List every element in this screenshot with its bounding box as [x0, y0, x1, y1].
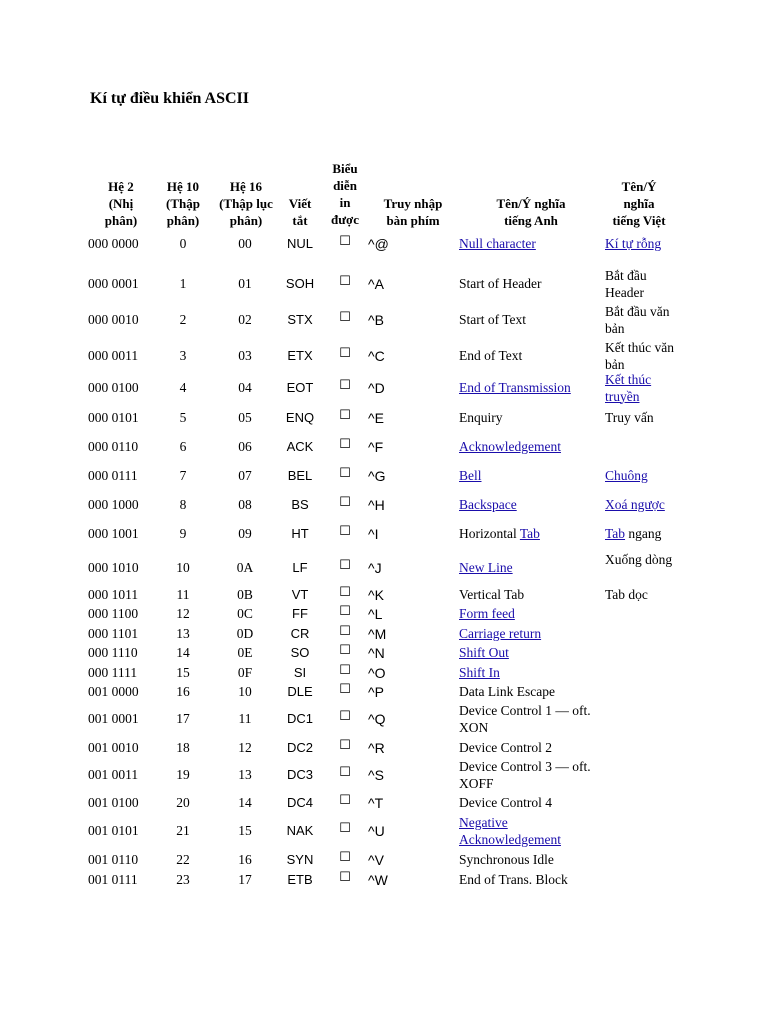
- cell-decimal: 14: [176, 645, 190, 660]
- english-name-link[interactable]: Form feed: [459, 606, 515, 621]
- cell-binary: 001 0110: [88, 852, 139, 867]
- cell-decimal: 5: [179, 410, 187, 425]
- cell-keyboard: ^U: [368, 823, 385, 839]
- vietnamese-name-link[interactable]: Xoá ngược: [605, 497, 665, 512]
- cell-binary: 000 0100: [88, 380, 139, 395]
- table-row: [0, 684, 768, 701]
- english-name-text: Device Control 4: [459, 795, 552, 810]
- cell-abbreviation: NAK: [286, 823, 314, 838]
- cell-hex: 0B: [237, 587, 253, 602]
- header-binary: Hệ 2 (Nhị phân): [104, 179, 138, 228]
- cell-abbreviation: SYN: [286, 852, 314, 867]
- cell-hex: 00: [238, 236, 252, 251]
- cell-decimal: 21: [176, 823, 190, 838]
- cell-vietnamese-name: [605, 526, 680, 543]
- cell-hex: 10: [238, 684, 252, 699]
- cell-decimal: 15: [176, 665, 190, 680]
- cell-keyboard: ^W: [368, 872, 388, 888]
- cell-decimal: 4: [179, 380, 187, 395]
- english-name-text: Device Control 1 — oft. XON: [459, 703, 591, 735]
- cell-hex: 0C: [237, 606, 253, 621]
- printable-checkbox-icon: ☐: [339, 524, 351, 539]
- cell-binary: 001 0010: [88, 740, 139, 755]
- vietnamese-name-link[interactable]: Chuông: [605, 468, 648, 483]
- table-row: [0, 645, 768, 662]
- cell-english-name: [459, 468, 597, 485]
- header-decimal: Hệ 10 (Thập phân): [166, 179, 200, 228]
- cell-vietnamese-name: [605, 304, 680, 337]
- cell-english-name: [459, 815, 597, 848]
- english-name-link[interactable]: Negative Acknowledgement: [459, 815, 561, 847]
- printable-checkbox-icon: ☐: [339, 643, 351, 658]
- english-name-link[interactable]: Tab: [519, 526, 540, 541]
- cell-abbreviation: NUL: [286, 236, 313, 251]
- cell-vietnamese-name: [605, 372, 680, 405]
- vietnamese-name-link[interactable]: Kí tự rỗng: [605, 236, 662, 251]
- cell-hex: 01: [238, 276, 252, 291]
- cell-hex: 08: [238, 497, 252, 512]
- cell-hex: 0A: [236, 560, 254, 575]
- cell-hex: 07: [238, 468, 252, 483]
- printable-checkbox-icon: ☐: [339, 495, 351, 510]
- cell-decimal: 17: [176, 711, 190, 726]
- table-row: [0, 587, 768, 604]
- cell-hex: 0E: [237, 645, 253, 660]
- cell-decimal: 20: [176, 795, 190, 810]
- cell-english-name: [459, 665, 597, 682]
- cell-vietnamese-name: [605, 236, 680, 253]
- cell-english-name: [459, 740, 597, 757]
- cell-vietnamese-name: [605, 497, 680, 514]
- cell-binary: 000 0011: [88, 348, 139, 363]
- cell-hex: 03: [238, 348, 252, 363]
- table-row: [0, 410, 768, 427]
- cell-binary: 000 1001: [88, 526, 139, 541]
- english-name-text: Device Control 3 — oft. XOFF: [459, 759, 591, 791]
- cell-abbreviation: FF: [292, 606, 308, 621]
- cell-keyboard: ^V: [368, 852, 384, 868]
- cell-hex: 14: [238, 795, 252, 810]
- cell-keyboard: ^T: [368, 795, 384, 811]
- cell-abbreviation: EOT: [286, 380, 314, 395]
- printable-checkbox-icon: ☐: [339, 682, 351, 697]
- cell-abbreviation: ETX: [287, 348, 313, 363]
- cell-binary: 000 0111: [88, 468, 138, 483]
- cell-keyboard: ^B: [368, 312, 384, 328]
- table-row: [0, 795, 768, 812]
- table-row: [0, 552, 768, 585]
- vietnamese-name-text: ngang: [625, 526, 662, 541]
- cell-hex: 0D: [236, 626, 254, 641]
- cell-decimal: 3: [179, 348, 187, 363]
- english-name-link[interactable]: Bell: [459, 468, 482, 483]
- table-row: [0, 759, 768, 792]
- cell-binary: 000 1100: [88, 606, 139, 621]
- vietnamese-name-text: Truy vấn: [605, 410, 654, 425]
- cell-hex: 15: [238, 823, 252, 838]
- cell-binary: 001 0101: [88, 823, 139, 838]
- table-row: [0, 236, 768, 253]
- printable-checkbox-icon: ☐: [339, 870, 351, 885]
- printable-checkbox-icon: ☐: [339, 558, 351, 573]
- table-row: [0, 703, 768, 736]
- cell-binary: 000 1000: [88, 497, 139, 512]
- cell-abbreviation: DC4: [286, 795, 313, 810]
- english-name-link[interactable]: New Line: [459, 560, 513, 575]
- cell-english-name: [459, 703, 597, 736]
- cell-keyboard: ^G: [368, 468, 386, 484]
- cell-keyboard: ^N: [368, 645, 385, 661]
- english-name-text: Device Control 2: [459, 740, 552, 755]
- cell-keyboard: ^F: [368, 439, 384, 455]
- cell-keyboard: ^L: [368, 606, 383, 622]
- table-row: [0, 439, 768, 456]
- cell-binary: 000 0000: [88, 236, 139, 251]
- cell-abbreviation: CR: [290, 626, 310, 641]
- cell-keyboard: ^H: [368, 497, 385, 513]
- cell-abbreviation: HT: [291, 526, 309, 541]
- cell-abbreviation: BEL: [287, 468, 313, 483]
- cell-binary: 000 0110: [88, 439, 139, 454]
- cell-decimal: 2: [179, 312, 187, 327]
- english-name-text: Enquiry: [459, 410, 503, 425]
- cell-english-name: [459, 626, 597, 643]
- cell-english-name: [459, 497, 597, 514]
- english-name-text: Data Link Escape: [459, 684, 555, 699]
- table-row: [0, 606, 768, 623]
- cell-english-name: [459, 587, 597, 604]
- english-name-link[interactable]: Null character: [459, 236, 536, 251]
- vietnamese-name-text: Kết thúc văn bản: [605, 340, 674, 372]
- cell-hex: 17: [238, 872, 252, 887]
- table-row: [0, 815, 768, 848]
- cell-decimal: 10: [176, 560, 190, 575]
- english-name-link[interactable]: Carriage return: [459, 626, 542, 641]
- cell-abbreviation: BS: [291, 497, 309, 512]
- english-name-text: End of Trans. Block: [459, 872, 568, 887]
- cell-english-name: [459, 606, 597, 623]
- english-name-link[interactable]: Shift Out: [459, 645, 509, 660]
- printable-checkbox-icon: ☐: [339, 234, 351, 249]
- cell-hex: 12: [238, 740, 252, 755]
- cell-binary: 000 1110: [88, 645, 138, 660]
- cell-hex: 06: [238, 439, 252, 454]
- cell-vietnamese-name: [605, 410, 680, 427]
- english-name-text: End of Text: [459, 348, 523, 363]
- cell-binary: 001 0111: [88, 872, 138, 887]
- cell-english-name: [459, 348, 597, 365]
- vietnamese-name-link[interactable]: Kết thúc truyền: [605, 372, 652, 404]
- header-hex: Hệ 16 (Thập lục phân): [219, 179, 273, 228]
- cell-keyboard: ^I: [368, 526, 379, 542]
- english-name-text: Start of Text: [459, 312, 527, 327]
- cell-decimal: 18: [176, 740, 190, 755]
- printable-checkbox-icon: ☐: [339, 765, 351, 780]
- cell-binary: 001 0000: [88, 684, 139, 699]
- table-row: [0, 268, 768, 301]
- cell-keyboard: ^D: [368, 380, 385, 396]
- english-name-text: Vertical Tab: [459, 587, 525, 602]
- table-row: [0, 340, 768, 373]
- cell-binary: 000 0010: [88, 312, 139, 327]
- cell-english-name: [459, 852, 597, 869]
- cell-abbreviation: ENQ: [285, 410, 315, 425]
- printable-checkbox-icon: ☐: [339, 793, 351, 808]
- cell-english-name: [459, 795, 597, 812]
- vietnamese-name-text: Bắt đầu văn bản: [605, 304, 670, 336]
- cell-english-name: [459, 759, 597, 792]
- cell-decimal: 23: [176, 872, 190, 887]
- cell-keyboard: ^A: [368, 276, 384, 292]
- printable-checkbox-icon: ☐: [339, 346, 351, 361]
- cell-keyboard: ^O: [368, 665, 386, 681]
- vietnamese-name-text: Xuống dòng: [605, 552, 673, 567]
- cell-english-name: [459, 526, 597, 543]
- cell-binary: 000 1101: [88, 626, 139, 641]
- cell-english-name: [459, 872, 597, 889]
- cell-decimal: 8: [179, 497, 187, 512]
- cell-vietnamese-name: [605, 268, 680, 301]
- english-name-link[interactable]: Backspace: [459, 497, 517, 512]
- table-row: [0, 304, 768, 337]
- table-row: [0, 468, 768, 485]
- cell-english-name: [459, 410, 597, 427]
- cell-abbreviation: ACK: [286, 439, 314, 454]
- cell-decimal: 13: [176, 626, 190, 641]
- table-row: [0, 852, 768, 869]
- cell-keyboard: ^J: [368, 560, 382, 576]
- cell-keyboard: ^S: [368, 767, 384, 783]
- printable-checkbox-icon: ☐: [339, 738, 351, 753]
- english-name-text: Synchronous Idle: [459, 852, 554, 867]
- cell-decimal: 16: [176, 684, 190, 699]
- cell-english-name: [459, 645, 597, 662]
- table-row: [0, 372, 768, 405]
- table-row: [0, 665, 768, 682]
- cell-abbreviation: SO: [290, 645, 310, 660]
- printable-checkbox-icon: ☐: [339, 274, 351, 289]
- header-keyboard: Truy nhập bàn phím: [383, 196, 443, 228]
- cell-binary: 000 0101: [88, 410, 139, 425]
- cell-binary: 000 1111: [88, 665, 138, 680]
- printable-checkbox-icon: ☐: [339, 850, 351, 865]
- printable-checkbox-icon: ☐: [339, 378, 351, 393]
- cell-abbreviation: SOH: [285, 276, 315, 291]
- cell-keyboard: ^K: [368, 587, 384, 603]
- table-row: [0, 497, 768, 514]
- cell-hex: 16: [238, 852, 252, 867]
- cell-decimal: 9: [179, 526, 187, 541]
- cell-keyboard: ^@: [368, 236, 389, 252]
- cell-decimal: 12: [176, 606, 190, 621]
- vietnamese-name-link[interactable]: Tab: [605, 526, 626, 541]
- header-abbreviation: Viết tắt: [288, 196, 312, 228]
- cell-binary: 000 0001: [88, 276, 139, 291]
- printable-checkbox-icon: ☐: [339, 821, 351, 836]
- cell-abbreviation: DC3: [286, 767, 313, 782]
- printable-checkbox-icon: ☐: [339, 310, 351, 325]
- cell-english-name: [459, 236, 597, 253]
- cell-vietnamese-name: [605, 468, 680, 485]
- cell-hex: 11: [238, 711, 252, 726]
- cell-binary: 000 1010: [88, 560, 139, 575]
- header-printable: Biểu diễn in được: [331, 161, 359, 227]
- vietnamese-name-text: Tab dọc: [605, 587, 648, 602]
- printable-checkbox-icon: ☐: [339, 466, 351, 481]
- cell-abbreviation: DC1: [286, 711, 313, 726]
- table-row: [0, 872, 768, 889]
- cell-abbreviation: LF: [292, 560, 308, 575]
- printable-checkbox-icon: ☐: [339, 437, 351, 452]
- cell-hex: 04: [238, 380, 252, 395]
- cell-decimal: 0: [179, 236, 187, 251]
- cell-hex: 13: [238, 767, 252, 782]
- english-name-text: Start of Header: [459, 276, 542, 291]
- table-row: [0, 626, 768, 643]
- cell-keyboard: ^P: [368, 684, 384, 700]
- cell-hex: 05: [238, 410, 252, 425]
- cell-english-name: [459, 439, 597, 456]
- vietnamese-name-text: Bắt đầu Header: [605, 268, 647, 300]
- cell-binary: 001 0100: [88, 795, 139, 810]
- english-name-link[interactable]: Acknowledgement: [459, 439, 561, 454]
- cell-english-name: [459, 276, 597, 293]
- cell-english-name: [459, 380, 597, 397]
- printable-checkbox-icon: ☐: [339, 624, 351, 639]
- cell-abbreviation: ETB: [287, 872, 313, 887]
- table-row: [0, 526, 768, 543]
- cell-decimal: 6: [179, 439, 187, 454]
- cell-abbreviation: SI: [293, 665, 307, 680]
- cell-keyboard: ^C: [368, 348, 385, 364]
- cell-english-name: [459, 684, 597, 701]
- cell-abbreviation: VT: [291, 587, 309, 602]
- cell-decimal: 11: [176, 587, 190, 602]
- printable-checkbox-icon: ☐: [339, 585, 351, 600]
- english-name-text: Horizontal: [459, 526, 520, 541]
- header-english-name: Tên/Ý nghĩa tiếng Anh: [496, 196, 566, 228]
- cell-vietnamese-name: [605, 587, 680, 604]
- table-row: [0, 740, 768, 757]
- cell-keyboard: ^E: [368, 410, 384, 426]
- printable-checkbox-icon: ☐: [339, 604, 351, 619]
- printable-checkbox-icon: ☐: [339, 709, 351, 724]
- cell-decimal: 7: [179, 468, 187, 483]
- cell-keyboard: ^R: [368, 740, 385, 756]
- cell-decimal: 1: [179, 276, 187, 291]
- cell-abbreviation: DLE: [287, 684, 313, 699]
- cell-abbreviation: DC2: [286, 740, 313, 755]
- cell-hex: 09: [238, 526, 252, 541]
- cell-english-name: [459, 560, 597, 577]
- cell-english-name: [459, 312, 597, 329]
- cell-decimal: 22: [176, 852, 190, 867]
- english-name-link[interactable]: Shift In: [459, 665, 500, 680]
- cell-hex: 0F: [237, 665, 253, 680]
- page-title: Kí tự điều khiển ASCII: [90, 90, 249, 107]
- cell-binary: 000 1011: [88, 587, 139, 602]
- english-name-link[interactable]: End of Transmission: [459, 380, 571, 395]
- cell-vietnamese-name: [605, 340, 680, 373]
- cell-decimal: 19: [176, 767, 190, 782]
- cell-binary: 001 0011: [88, 767, 139, 782]
- cell-binary: 001 0001: [88, 711, 139, 726]
- cell-keyboard: ^Q: [368, 711, 386, 727]
- printable-checkbox-icon: ☐: [339, 408, 351, 423]
- header-vietnamese-name: Tên/Ý nghĩa tiếng Việt: [612, 179, 666, 228]
- cell-keyboard: ^M: [368, 626, 387, 642]
- cell-abbreviation: STX: [287, 312, 313, 327]
- cell-vietnamese-name: [605, 552, 680, 569]
- printable-checkbox-icon: ☐: [339, 663, 351, 678]
- cell-hex: 02: [238, 312, 252, 327]
